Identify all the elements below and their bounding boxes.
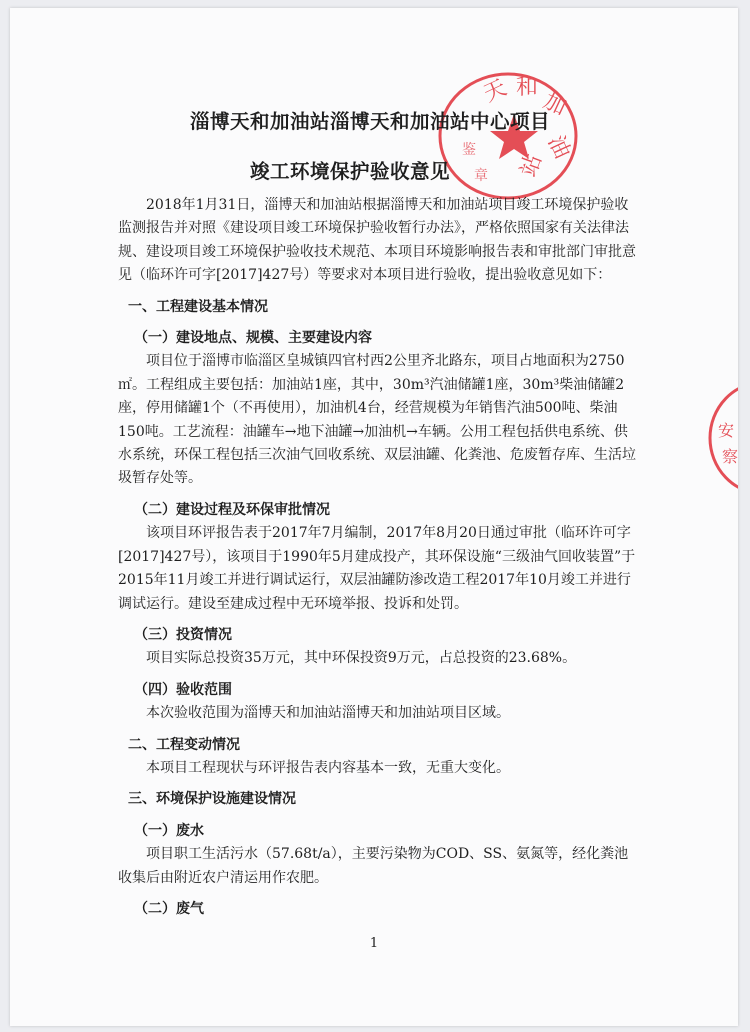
svg-text:鉴: 鉴 (462, 142, 476, 158)
svg-text:天: 天 (479, 75, 511, 108)
svg-text:和: 和 (516, 75, 539, 100)
subsection-heading: （一）建设地点、规模、主要建设内容 (134, 330, 372, 347)
document-page (10, 8, 738, 1026)
paragraph: 项目位于淄博市临淄区皇城镇四官村西2公里齐北路东，项目占地面积为2750㎡。工程组成主要包括：加油站1座，其中，30m³汽油储罐1座，30m³柴油储罐2座，停用储罐1个（不再使用），加油机4台，经营规模为年销售汽油500吨、柴油150吨。工艺流程：油罐车→地下油罐→加油机→车辆。公用工程包括供电系统、供水系统，环保工程包括三次油气回收系统、双层油罐、化粪池、危废暂存库、生活垃圾暂存处等。 (118, 353, 636, 487)
svg-text:加: 加 (539, 88, 570, 121)
paragraph: 本次验收范围为淄博天和加油站淄博天和加油站项目区域。 (146, 705, 510, 722)
subsection-heading: （一）废水 (134, 822, 204, 839)
section-heading: 一、工程建设基本情况 (128, 298, 268, 315)
section-heading: 二、工程变动情况 (128, 736, 240, 753)
section-heading: 三、环境保护设施建设情况 (128, 791, 296, 808)
document-title-line2: 竣工环境保护验收意见 (249, 160, 450, 183)
subsection-heading: （四）验收范围 (134, 681, 232, 698)
subsection-heading: （二）建设过程及环保审批情况 (134, 501, 330, 518)
document-body (118, 194, 638, 921)
svg-text:章: 章 (474, 168, 488, 184)
intro-paragraph: 2018年1月31日，淄博天和加油站根据淄博天和加油站项目竣工环境保护验收监测报告并对照《建设项目竣工环境保护验收暂行办法》，严格依照国家有关法律法规、建设项目竣工环境保护验收技术规范、本项目环境影响报告表和审批部门审批意见（临环许可字[2017]427号）等要求对本项目进行验收，提出验收意见如下： (118, 197, 636, 284)
svg-text:察: 察 (722, 447, 739, 466)
subsection-heading: （二）废气 (134, 900, 204, 917)
subsection-heading: （三）投资情况 (134, 626, 232, 643)
paragraph: 项目职工生活污水（57.68t/a），主要污染物为COD、SS、氨氮等，经化粪池收集后由附近农户清运用作农肥。 (118, 846, 629, 886)
paragraph: 本项目工程现状与环评报告表内容基本一致，无重大变化。 (146, 759, 510, 776)
svg-text:站: 站 (516, 150, 548, 181)
svg-text:油: 油 (542, 131, 575, 163)
page-number: 1 (369, 936, 379, 951)
document-title-line1: 淄博天和加油站淄博天和加油站中心项目 (189, 110, 550, 133)
official-seal-partial (702, 374, 738, 504)
svg-text:安: 安 (718, 421, 735, 440)
paragraph: 项目实际总投资35万元，其中环保投资9万元，占总投资的23.68%。 (146, 650, 577, 667)
paragraph: 该项目环评报告表于2017年7月编制，2017年8月20日通过审批（临环许可字[2017]427号），该项目于1990年5月建成投产，其环保设施“三级油气回收装置”于2015年11月竣工并进行调试运行，双层油罐防渗改造工程2017年10月竣工并进行调试运行。建设至建成过程中无环境举报、投诉和处罚。 (118, 525, 636, 612)
